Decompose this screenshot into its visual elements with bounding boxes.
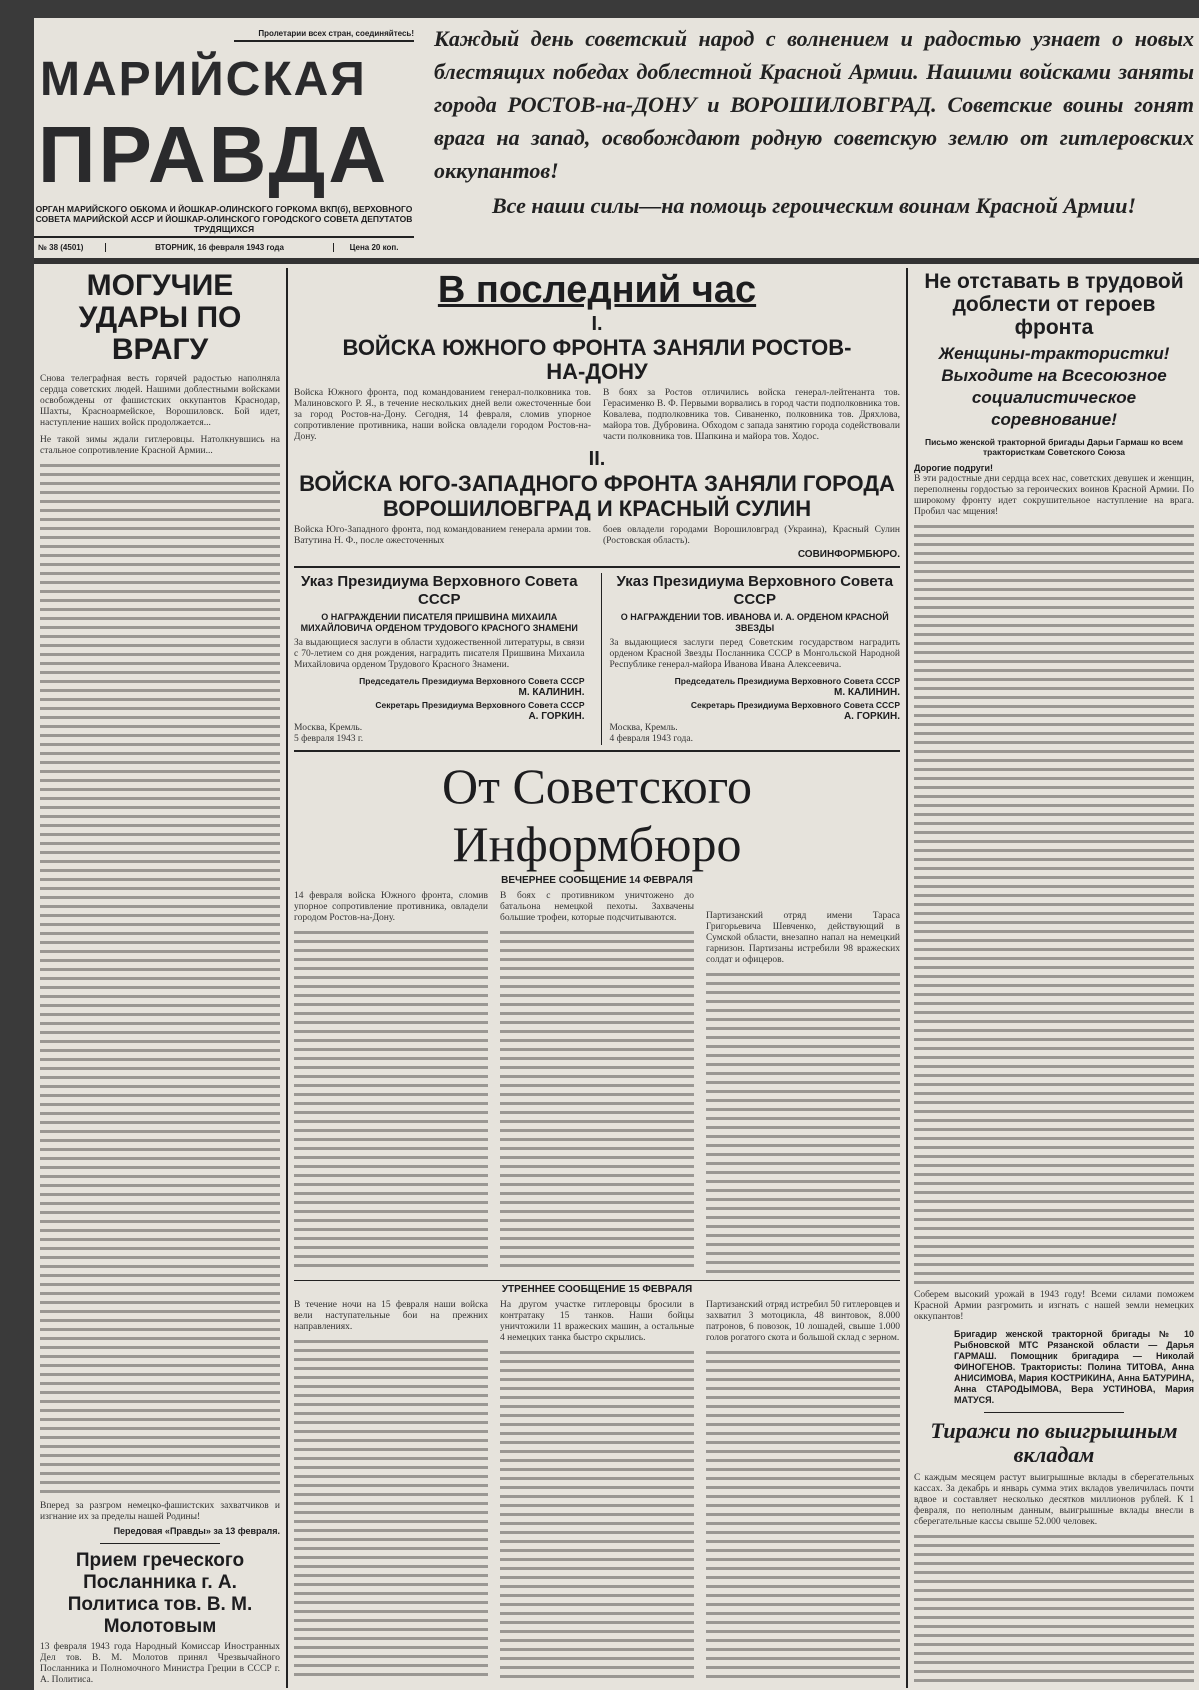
- part1-number: I.: [591, 313, 603, 335]
- decree-place: Москва, Кремль.: [609, 723, 678, 733]
- letter-closing: Соберем высокий урожай в 1943 году! Всеми силами поможем Красной Армии разгромить и изгнать с нашей земли немецких оккупантов!: [914, 1290, 1194, 1322]
- morning-col-2: На другом участке гитлеровцы бросили в контратаку 15 танков. Наши бойцы уничтожили 11 вражеских машин, а остальные 4 немецких танка быстро скрылись.: [500, 1300, 694, 1343]
- part2-text-left: Войска Юго-Западного фронта, под командованием генерала армии тов. Ватутина Н. Ф., после ожесточенных: [294, 525, 591, 546]
- title-line-2: ПРАВДА: [38, 110, 390, 199]
- morning-col-3-body: [706, 1348, 900, 1682]
- right-appeal: Женщины-трактористки! Выходите на Всесоюзное социалистическое соревнование!: [938, 344, 1170, 429]
- decree-text: За выдающиеся заслуги перед Советским государством наградить орденом Красной Звезды Посланника СССР в Монгольской Народной Республике генерал-майора Иванова Ивана Алексеевича.: [609, 638, 900, 670]
- title-line-1: МАРИЙСКАЯ: [40, 53, 367, 106]
- evening-col-1: 14 февраля войска Южного фронта, сломив упорное сопротивление противника, овладели городом Ростов-на-Дону.: [294, 891, 488, 923]
- decree-title: Указ Президиума Верховного Совета СССР: [300, 573, 578, 608]
- decree-ivanov: [601, 573, 901, 745]
- letter-title: Письмо женской тракторной бригады Дарьи Гармаш ко всем трактористкам Советского Союза: [924, 437, 1184, 457]
- decree-place: Москва, Кремль.: [294, 723, 363, 733]
- decree-date: 4 февраля 1943 года.: [609, 734, 693, 744]
- chair-name: М. КАЛИНИН.: [518, 687, 585, 698]
- left-source: Передовая «Правды» за 13 февраля.: [113, 1526, 280, 1536]
- letter-lead: В эти радостные дни сердца всех нас, советских девушек и женщин, переполнены гордостью за героических воинов Красной Армии. По широкому фронту идет сокрушительное наступление на врага. Пробил час мщения!: [914, 474, 1194, 517]
- center-column: [294, 268, 900, 1686]
- article-molotov-text: 13 февраля 1943 года Народный Комиссар Иностранных Дел тов. В. М. Молотов принял Чрезвычайного Посланника и Полномочного Министра Греции в СССР г. А. Политиса.: [40, 1642, 280, 1685]
- informbureau-headline: От Советского Информбюро: [442, 758, 752, 872]
- part2-headline: ВОЙСКА ЮГО-ЗАПАДНОГО ФРОНТА ЗАНЯЛИ ГОРОДА ВОРОШИЛОВГРАД И КРАСНЫЙ СУЛИН: [299, 471, 895, 521]
- lottery-text: С каждым месяцем растут выигрышные вклады в сберегательных кассах. За декабрь и январь сумма этих вкладов увеличилась почти вдвое и составляет несколько десятков миллионов рублей. К 1 февраля, по неполным данным, выигрышные вклады внесли в сберегательные кассы свыше 52.000 человек.: [914, 1473, 1194, 1527]
- evening-col-1-body: [294, 928, 488, 1273]
- issue-date: ВТОРНИК, 16 февраля 1943 года: [106, 243, 334, 252]
- part1-headline: ВОЙСКА ЮЖНОГО ФРОНТА ЗАНЯЛИ РОСТОВ-НА-ДОНУ: [342, 335, 852, 384]
- right-headline: Не отставать в трудовой доблести от героев фронта: [924, 270, 1184, 339]
- slogan-call: Все наши силы—на помощь героическим воинам Красной Армии!: [491, 193, 1137, 218]
- lottery-body-text: [914, 1532, 1194, 1682]
- part1-text-right: В боях за Ростов отличились войска генерал-лейтенанта тов. Герасименко В. Ф. Первыми ворвались в город части подполковника тов. Ковалева, подполковника тов. Сиваненко, полковника тов. Дряхлова, майора тов. Дубровина. Обходом с запада занятию города содействовали части полковника тов. Шапкина и майора тов. Ходос.: [603, 388, 900, 442]
- part2-number: II.: [588, 448, 606, 470]
- slogan: Каждый день советский народ с волнением и радостью узнает о новых блестящих победах доблестной Красной Армии. Нашими войсками заняты города РОСТОВ-на-ДОНУ и ВОРОШИЛОВГРАД. Советские воины гонят врага на запад, освобождают родную советскую землю от гитлеровских оккупантов!: [434, 26, 1194, 183]
- evening-col-3: Партизанский отряд имени Тараса Григорьевича Шевченко, действующий в Сумской области, внезапно напал на немецкий гарнизон. Партизаны истребили 98 вражеских солдат и офицеров.: [706, 911, 900, 965]
- left-lead: Снова телеграфная весть горячей радостью наполняла сердца советских людей. Нашими доблестными войсками освобождены от фашистских оккупантов Краснодар, Шахты, Красноармейское, Ворошиловск. Бой идет, наступление наших войск продолжается...: [40, 374, 280, 428]
- price: Цена 20 коп.: [349, 242, 399, 252]
- sovinformburo-signature: СОВИНФОРМБЮРО.: [797, 549, 900, 560]
- decree-text: За выдающиеся заслуги в области художественной литературы, в связи с 70-летием со дня рождения, наградить писателя Пришвина Михаила Михайловича орденом Трудового Красного Знамени.: [294, 638, 585, 670]
- secretary-title: Секретарь Президиума Верховного Совета СССР: [690, 700, 900, 710]
- decree-subtitle: О НАГРАЖДЕНИИ ТОВ. ИВАНОВА И. А. ОРДЕНОМ КРАСНОЙ ЗВЕЗДЫ: [620, 612, 889, 633]
- decree-prishvin: [294, 573, 585, 745]
- right-column: [914, 270, 1194, 1686]
- left-headline: МОГУЧИЕ УДАРЫ ПО ВРАГУ: [78, 269, 242, 366]
- lottery-headline: Тиражи по выигрышным вкладам: [930, 1418, 1178, 1467]
- part1-text-left: Войска Южного фронта, под командованием генерал-полковника тов. Малиновского Р. Я., в течение нескольких дней вели ожесточенные бои за город Ростов-на-Дону. Сегодня, 14 февраля, сломив упорное сопротивление противника, наши войска овладели городом Ростов-на-Дону.: [294, 388, 591, 442]
- left-column: [40, 270, 280, 1686]
- letter-signature: Бригадир женской тракторной бригады № 10 Рыбновской МТС Рязанской области — Дарья ГАРМАШ. Помощник бригадира — Николай ФИНОГЕНОВ. Трактористы: Полина ТИТОВА, Анна АНИСИМОВА, Мария КОСТРИКИНА, Анна БАТУРИНА, Анна СТАРОДЫМОВА, Вера УСТИНОВА, Мария МАТУСЯ.: [954, 1329, 1194, 1405]
- morning-report-title: УТРЕННЕЕ СООБЩЕНИЕ 15 ФЕВРАЛЯ: [501, 1284, 693, 1295]
- morning-col-3: Партизанский отряд истребил 50 гитлеровцев и захватил 3 мотоцикла, 48 винтовок, 8.000 патронов, 6 повозок, 10 лошадей, свыше 1.000 голов рогатого скота и большой склад с зерном.: [706, 1300, 900, 1343]
- secretary-name: А. ГОРКИН.: [843, 711, 900, 722]
- letter-body-text: [914, 522, 1194, 1286]
- morning-col-1-body: [294, 1337, 488, 1682]
- issue-number: № 38 (4501): [34, 243, 106, 252]
- motto: Пролетарии всех стран, соединяйтесь!: [234, 28, 414, 42]
- chair-title: Председатель Президиума Верховного Совета СССР: [674, 676, 900, 686]
- left-paragraph: Не такой зимы ждали гитлеровцы. Натолкнувшись на стальное сопротивление Красной Армии...: [40, 435, 280, 456]
- chair-title: Председатель Президиума Верховного Совета СССР: [359, 676, 585, 686]
- banner-last-hour: В последний час: [437, 269, 757, 311]
- newspaper-page: [34, 18, 1199, 1690]
- evening-col-3-body: [706, 970, 900, 1273]
- evening-report-title: ВЕЧЕРНЕЕ СООБЩЕНИЕ 14 ФЕВРАЛЯ: [501, 875, 693, 886]
- left-closing: Вперед за разгром немецко-фашистских захватчиков и изгнание их за пределы нашей Родины!: [40, 1501, 280, 1522]
- evening-col-2: В боях с противником уничтожено до батальона немецкой пехоты. Захвачены большие трофеи, которые подсчитываются.: [500, 891, 694, 923]
- morning-col-2-body: [500, 1348, 694, 1682]
- article-molotov-headline: Прием греческого Посланника г. А. Политиса тов. В. М. Молотовым: [67, 1550, 253, 1637]
- decree-title: Указ Президиума Верховного Совета СССР: [616, 573, 894, 608]
- chair-name: М. КАЛИНИН.: [834, 687, 900, 698]
- part2-text-right: боев овладели городами Ворошиловград (Украина), Красный Сулин (Ростовская область).: [603, 525, 900, 546]
- decree-date: 5 февраля 1943 г.: [294, 734, 364, 744]
- secretary-name: А. ГОРКИН.: [528, 711, 585, 722]
- decree-subtitle: О НАГРАЖДЕНИИ ПИСАТЕЛЯ ПРИШВИНА МИХАИЛА МИХАЙЛОВИЧА ОРДЕНОМ ТРУДОВОГО КРАСНОГО ЗНАМЕНИ: [300, 612, 578, 633]
- secretary-title: Секретарь Президиума Верховного Совета СССР: [375, 700, 585, 710]
- evening-col-2-body: [500, 928, 694, 1273]
- left-body-text: [40, 461, 280, 1497]
- morning-col-1: В течение ночи на 15 февраля наши войска вели наступательные бои на прежних направлениях.: [294, 1300, 488, 1332]
- letter-greeting: Дорогие подруги!: [914, 463, 993, 473]
- publisher-line: ОРГАН МАРИЙСКОГО ОБКОМА И ЙОШКАР-ОЛИНСКОГО ГОРКОМА ВКП(б), ВЕРХОВНОГО СОВЕТА МАРИЙСКОЙ АССР И ЙОШКАР-ОЛИНСКОГО ГОРОДСКОГО СОВЕТА ДЕПУТАТОВ ТРУДЯЩИХСЯ: [35, 204, 413, 234]
